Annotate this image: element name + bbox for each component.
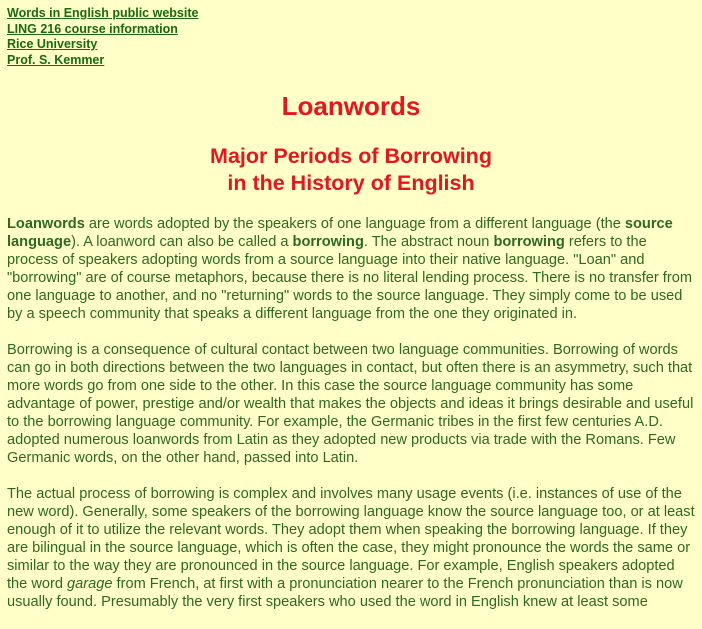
paragraph-text: . The abstract noun [363,234,494,250]
paragraph-text: from French, at first with a pronunciation nearer to the French pronunciation than is now usually found. Presumably the very first speakers who used the word in English knew at least some [7,576,683,610]
article-body [7,215,695,629]
paragraph-text: The actual process of borrowing is complex and involves many usage events (i.e. instances of use of the new word). Generally, some speakers of the borrowing language know the source language too, or at least enough of it to utilize the relevant words. They adopt them when speaking the borrowing language. If they are bilingual in the source language, which is often the case, they might pronounce the words the same or similar to the way they are pronounced in the source language. For example, English speakers adopted the word [7,486,695,592]
paragraph-text: ). A loanword can also be called a [71,234,293,250]
term-loanwords: Loanwords [7,216,85,232]
site-navigation [7,6,198,68]
page-subtitle [0,143,702,197]
paragraph-text: are words adopted by the speakers of one language from a different language (the [84,216,625,232]
term-borrowing: borrowing [292,234,364,250]
subtitle-line-1: Major Periods of Borrowing [210,144,492,168]
nav-link-prof-kemmer[interactable]: Prof. S. Kemmer [7,52,105,67]
paragraph-cultural-contact: Borrowing is a consequence of cultural contact between two language communities. Borrowing of words can go in both directions between the two languages in contact, but often there is an asymmetry, such that more words go from one side to the other. In this case the source language community has some advantage of power, prestige and/or wealth that makes the objects and ideas it brings desirable and useful to the borrowing language community. For example, the Germanic tribes in the first few centuries A.D. adopted numerous loanwords from Latin as they adopted new products via trade with the Romans. Few Germanic words, on the other hand, passed into Latin. [7,342,694,466]
nav-link-words-in-english[interactable]: Words in English public website [7,6,199,20]
term-borrowing-noun: borrowing [493,234,565,250]
paragraph-text: refers to the process of speakers adopting words from a source language into their native language. "Loan" and "borrowing" are of course metaphors, because there is no literal lending process. There is no transfer from one language to another, and no "returning" words to the source language. They simply come to be used by a speech community that speaks a different language from the one they originated in. [7,234,692,322]
nav-link-ling-216[interactable]: LING 216 course information [7,21,178,36]
example-word-garage: garage [67,576,113,592]
paragraph-definition [7,215,695,323]
term-source-language: source language [7,216,673,250]
subtitle-line-2: in the History of English [227,171,475,195]
paragraph-borrowing-process [7,485,695,611]
nav-link-rice-university[interactable]: Rice University [7,37,98,51]
page-title: Loanwords [281,91,421,121]
